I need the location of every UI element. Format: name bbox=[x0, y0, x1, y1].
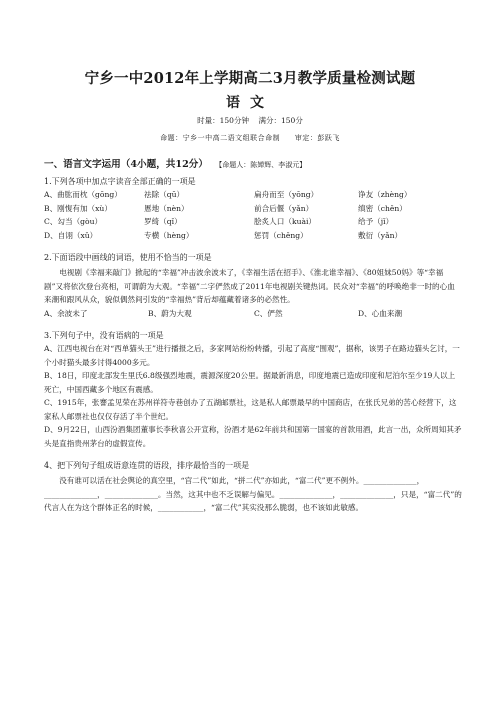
option-c: C、1915年，张謇孟见荣在苏州祥符寺巷创办了五湖邮票社，这是私人邮票最早的中国商店，在张氏兄弟的苦心经营下，这家私人邮票社也仅仅存活了半个世纪。 bbox=[44, 398, 457, 421]
option-cell: 专横（hèng） bbox=[144, 230, 194, 240]
section-title: 一、语言文字运用（4小题，共12分） bbox=[44, 159, 208, 170]
question-stem: 1.下列各项中加点字读音全部正确的一项是 bbox=[44, 177, 196, 186]
section-note: 【命题人：陈婵辉、李淑元】 bbox=[215, 161, 307, 169]
option-cell: D、自诩（xǔ） bbox=[44, 230, 98, 240]
option-cell: A、曲肱而枕（gōng） bbox=[44, 190, 122, 199]
option-a: A、江西电视台在对“西单猫头王”进行播报之后，多家网站纷纷转播，引起了高度“围观”，据称，该男子在路边猫头乞讨，一个小时猫头最多讨得4000多元。 bbox=[44, 344, 460, 367]
option-cell: 敷衍（yǎn） bbox=[358, 230, 403, 240]
option-d: D、心血来潮 bbox=[358, 308, 403, 318]
option-a: A、余波未了 bbox=[44, 308, 88, 318]
option-cell: 惩罚（chěng） bbox=[254, 230, 308, 240]
reviewer-text: 审定：彭跃飞 bbox=[294, 134, 340, 142]
option-b: B、蔚为大观 bbox=[148, 308, 192, 318]
question-passage: 没有谁可以活在社会舆论的真空里，“宫二代”如此，“拼二代”亦如此，“富二代”更不例外。______________，______________，______________。当然，这其中也不乏误解与偏见。______________，______________，只是，“富二代”的代言人在为这个群体正名的时候，____________，“富二代”其实没那么脆弱，也不该如此敏感。 bbox=[44, 476, 462, 512]
question-4 bbox=[44, 459, 462, 515]
option-cell: 慝地（nèn） bbox=[144, 203, 189, 213]
subject-title: 语文 bbox=[226, 95, 274, 111]
option-cell: B、刚愎有加（xù） bbox=[44, 203, 112, 213]
option-b: B、18日，印度北部发生里氏6.8级强烈地震，震源深度20公里。据最新消息，印度地震已造成印度和尼泊尔至少19人以上死亡，中国西藏多个地区有震感。 bbox=[44, 371, 456, 394]
time-limit: 时量：150分钟 bbox=[197, 116, 249, 125]
question-stem: 4、把下列句子组成语意连贯的语段，排序最恰当的一项是 bbox=[44, 461, 250, 470]
option-cell: 前合后偃（yǎn） bbox=[254, 203, 314, 213]
question-1-options bbox=[44, 188, 462, 242]
question-passage: 电视剧《幸福来敲门》掀起的“幸福”冲击波余波未了，《幸福生活在招手》、《淮北谁幸福》、《80姐妹50妈》等“幸福剧”又将依次登台亮相，可谓蔚为大观。“幸福”二字俨然成了2011年电视剧关键热词。民众对“幸福”的呼唤绝非一时的心血来潮和跟风从众，貌似偶然间引发的“幸福热”背后却蕴藏着诸多的必然性。 bbox=[44, 268, 455, 304]
exam-meta bbox=[0, 115, 500, 126]
section-heading bbox=[44, 156, 462, 170]
question-1 bbox=[44, 175, 462, 242]
option-cell: 祛除（qū） bbox=[144, 190, 185, 199]
option-cell: 缜密（chěn） bbox=[358, 203, 407, 213]
total-score: 满分：150分 bbox=[258, 116, 303, 125]
option-c: C、俨然 bbox=[254, 308, 283, 318]
question-3 bbox=[44, 329, 462, 450]
question-2 bbox=[44, 251, 462, 320]
setter-text: 命题：宁乡一中高二语文组联合命制 bbox=[160, 134, 281, 142]
option-cell: 脍炙人口（kuài） bbox=[254, 217, 317, 226]
option-cell: 给予（jǐ） bbox=[358, 217, 394, 226]
option-cell: 诤友（zhèng） bbox=[358, 190, 412, 199]
option-cell: C、勾当（gòu） bbox=[44, 217, 103, 226]
question-2-options bbox=[44, 307, 462, 321]
question-stem: 3.下列句子中，没有语病的一项是 bbox=[44, 331, 164, 340]
option-cell: 扁舟而至（yōng） bbox=[254, 190, 319, 199]
exam-authors bbox=[0, 133, 500, 143]
question-stem: 2.下面语段中画线的词语，使用不恰当的一项是 bbox=[44, 253, 212, 262]
exam-title: 宁乡一中2012年上学期高二3月教学质量检测试题 bbox=[84, 70, 416, 87]
option-cell: 罗绮（qǐ） bbox=[144, 217, 182, 226]
option-d: D、9月22日，山西汾酒集团董事长李秋喜公开宣称，汾酒才是62年前共和国第一国宴的首款用酒，此言一出，众所周知其矛头是直指贵州茅台的虚假宣传。 bbox=[44, 425, 462, 448]
exam-body bbox=[44, 156, 462, 515]
